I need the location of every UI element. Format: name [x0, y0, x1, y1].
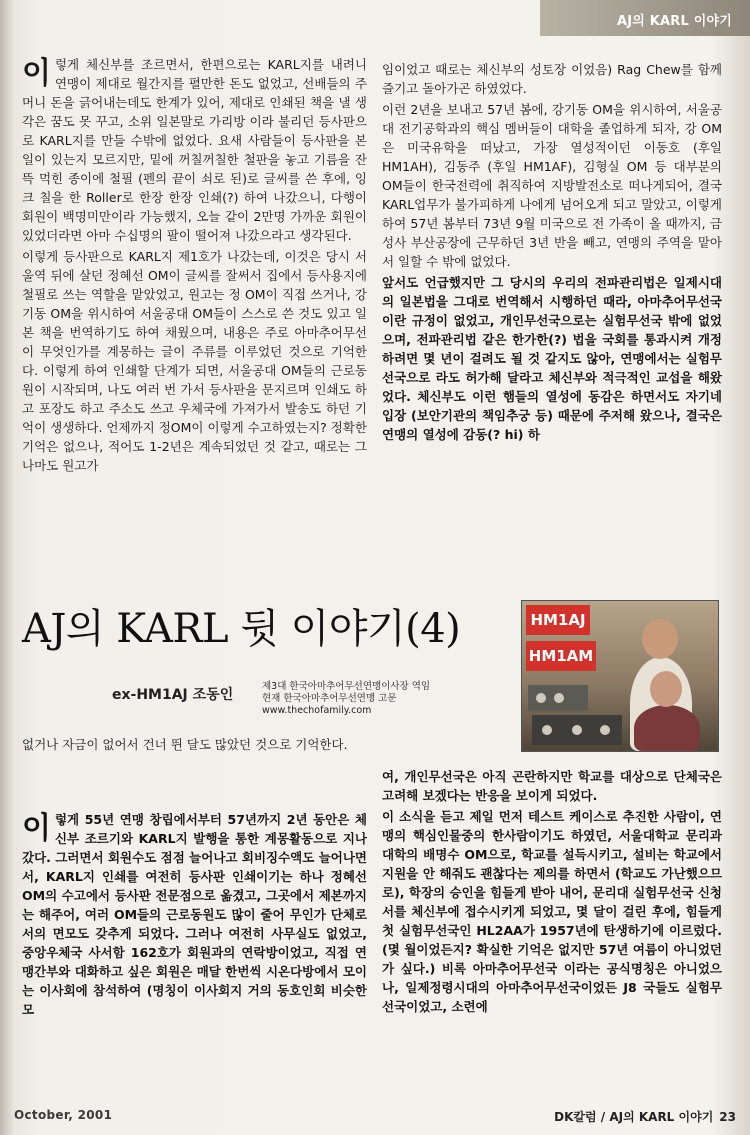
paragraph-text: 렇게 체신부를 조르면서, 한편으로는 KARL지를 내려니 연맹이 제대로 월간지를 펼만한 돈도 없었고, 선배들의 주머니 돈을 긁어내는데도 한계가 있어, 제대로 인쇄된 책을 낼 생각은 꿈도 못 꾸고, 소위 일본말로 가리방 이라 불리던 등사판으로 KARL지를 만들 수밖에 없었다. 요새 사람들이 등사판을 본일이 있는지 모르지만, 밑에 꺼칠꺼칠한 철판을 놓고 기름을 잔뜩 먹힌 종이에 철필 (펜의 끝이 쇠로 된)로 글씨를 쓴 후에, 잉크 칠을 한 Roller로 한장 한장 인쇄(?) 하여 나갔으니, 다행이 회원이 백명미만이라 가능했지, 오늘 같이 2만명 가까운 회원이 있었더라면 아마 수십명의 팔이 떨어져 나갔으라고 생각된다.	[22, 57, 367, 243]
footer-section-title: DK칼럼 / AJ의 KARL 이야기	[554, 1110, 714, 1124]
drop-cap: 이	[22, 811, 51, 846]
article-column-1	[22, 55, 367, 477]
author-info	[262, 681, 512, 717]
qsl-card-hm1aj: HM1AJ	[526, 605, 590, 635]
paragraph: 이런 2년을 보내고 57년 봄에, 강기동 OM을 위시하여, 서울공대 전기공학과의 핵심 멤버들이 대학을 졸업하게 되자, 강 OM은 미국유학을 떠났고, 가장 열성적이던 이동호 (후일 HM1AH), 김동주 (후일 HM1AF), 김형실 OM 등 대부분의 OM들이 한국전력에 취직하여 지방발전소로 떠나게되어, 결국 KARL업무가 불가피하게 나에게 넘어오게 되고 말았고, 이렇게 하여 57년 봄부터 73년 9월 미국으로 전 가족이 올 때까지, 금성사 부산공장에 근무하던 3년 반을 빼고, 연맹의 주역을 맡아서 일할 수 밖에 없었다.	[382, 102, 722, 269]
paragraph: 이 소식을 듣고 제일 먼저 테스트 케이스로 추진한 사람이, 연맹의 핵심인물중의 한사람이기도 하였던, 서울대학교 문리과대학의 배명수 OM으로, 학교를 설득시키고, 설비는 학교에서 지원을 안 해줘도 괜찮다는 제의를 하면서 (학교도 가난했으므로), 학장의 승인을 힘들게 받아 내어, 문리대 실험무선국 신청서를 체신부에 접수시키게 되었고, 몇 달이 걸린 후에, 힘들게 첫 실험무선국인 HL2AA가 1957년에 탄생하기에 이르렀다. (몇 월이었든지? 확실한 기억은 없지만 57년 여름이 아니었던가 싶다.) 비록 아마추어무선국 이라는 공식명칭은 아니었으나, 일제정령시대의 아마추어무선국이었든 J8 국들도 실험무선국이었고, 소련에	[382, 809, 722, 1014]
article-column-4	[382, 767, 722, 1018]
paragraph	[22, 810, 367, 1019]
woman-face	[650, 671, 682, 707]
author-website: www.thechofamily.com	[262, 705, 372, 716]
author-info-line: 현재 한국아마추어무선연맹 고문	[262, 693, 397, 704]
radio-equipment	[532, 715, 622, 745]
dial-icon	[572, 725, 582, 735]
paragraph-text: 렇게 55년 연맹 창립에서부터 57년까지 2년 동안은 체신부 조르기와 KARL지 발행을 통한 계몽활동으로 지나갔다. 그러면서 회원수도 점점 늘어나고 회비징수액도 늘어나면서, KARL지 인쇄를 여전히 등사판 인쇄이기는 하나 정혜선 OM의 수고에서 등사판 전문점으로 옮겼고, 그곳에서 제본까지는 해주어, 여러 OM들의 근로동원도 많이 줄어 무인가 단체로서의 면모도 갖추게 되었다. 그러나 여전히 사무실도 없었고, 중앙우체국 사서함 162호가 회원과의 연락방이었고, 직접 연맹간부와 대화하고 싶은 회원은 매달 한번씩 시온다방에서 모이는 이사회에 참석하여 (명칭이 이사회지 거의 동호인회 비슷한 모	[22, 812, 367, 1017]
article-column-2	[382, 60, 722, 446]
man-face	[642, 619, 678, 659]
dial-icon	[542, 725, 552, 735]
dial-icon	[536, 693, 546, 703]
paragraph: 여, 개인무선국은 아직 곤란하지만 학교를 대상으로 단체국은 고려해 보겠다는 반응을 보이게 되었다.	[382, 769, 722, 803]
radio-equipment	[528, 685, 588, 711]
paragraph: 이렇게 등사판으로 KARL지 제1호가 나갔는데, 이것은 당시 서울역 뒤에 살던 정혜선 OM이 글씨를 잘써서 집에서 등사용지에 철필로 쓰는 역할을 맡았었고, 원고는 정 OM이 직접 쓰거나, 강기동 OM을 위시하여 서울공대 OM들이 스스로 쓴 것도 있고 일본 책을 번역하기도 하여 채웠으며, 내용은 주로 아마추어무선이 무엇인가를 계몽하는 글이 주류를 이루었던 것으로 기억한다. 이렇게 하여 인쇄할 단계가 되면, 서울공대 OM들의 근로동원이 시작되며, 나도 여러 번 가서 등사판을 문지르며 인쇄도 하고 포장도 하고 주소도 쓰고 우체국에 가져가서 발송도 하던 기억이 생생하다. 언제까지 정OM이 이렇게 수고하였는지? 정확한 기억은 없으나, 적어도 1-2년은 계속되었던 것 같고, 때로는 그나마도 원고가	[22, 249, 367, 473]
paragraph: 임이었고 때로는 체신부의 성토장 이었음) Rag Chew를 함께 즐기고 돌아가곤 하였었다.	[382, 62, 722, 96]
footer-date: October, 2001	[14, 1108, 113, 1122]
paragraph: 없거나 자금이 없어서 건너 뛴 달도 많았던 것으로 기억한다.	[22, 737, 348, 752]
article-title: AJ의 KARL 뒷 이야기(4)	[22, 606, 461, 652]
dial-icon	[554, 693, 564, 703]
author-photo	[521, 600, 719, 752]
author-name: ex-HM1AJ 조동인	[112, 687, 234, 703]
woman-body	[634, 705, 700, 751]
author-info-line: 제3대 한국아마추어무선연맹이사장 역임	[262, 681, 431, 692]
drop-cap: 이	[22, 56, 51, 91]
header-bar	[540, 0, 750, 36]
article-column-5	[22, 810, 367, 1021]
qsl-card-hm1am: HM1AM	[526, 641, 596, 671]
page-number: 23	[719, 1110, 736, 1124]
article-column-3	[22, 735, 367, 756]
footer-section	[554, 1108, 736, 1125]
dial-icon	[600, 725, 610, 735]
paragraph: 앞서도 언급했지만 그 당시의 우리의 전파관리법은 일제시대의 일본법을 그대로 번역해서 시행하던 때라, 아마추어무선국이란 규정이 없었고, 개인무선국으로는 실험무선국 밖에 없었으며, 전파관리법 같은 한가한(?) 법을 국회를 통과시켜 개정하려면 몇 년이 걸려도 될 것 같지도 않아, 연맹에서는 실험무선국으로 라도 허가해 달라고 체신부와 적극적인 교섭을 해왔었다. 체신부도 이런 햄들의 열성에 동감은 하면서도 자기네 입장 (보안기관의 책임추궁 등) 때문에 주저해 왔으나, 결국은 연맹의 열성에 감동(? hi) 하	[382, 275, 722, 442]
header-title: AJ의 KARL 이야기	[616, 14, 732, 29]
paragraph	[22, 55, 367, 245]
